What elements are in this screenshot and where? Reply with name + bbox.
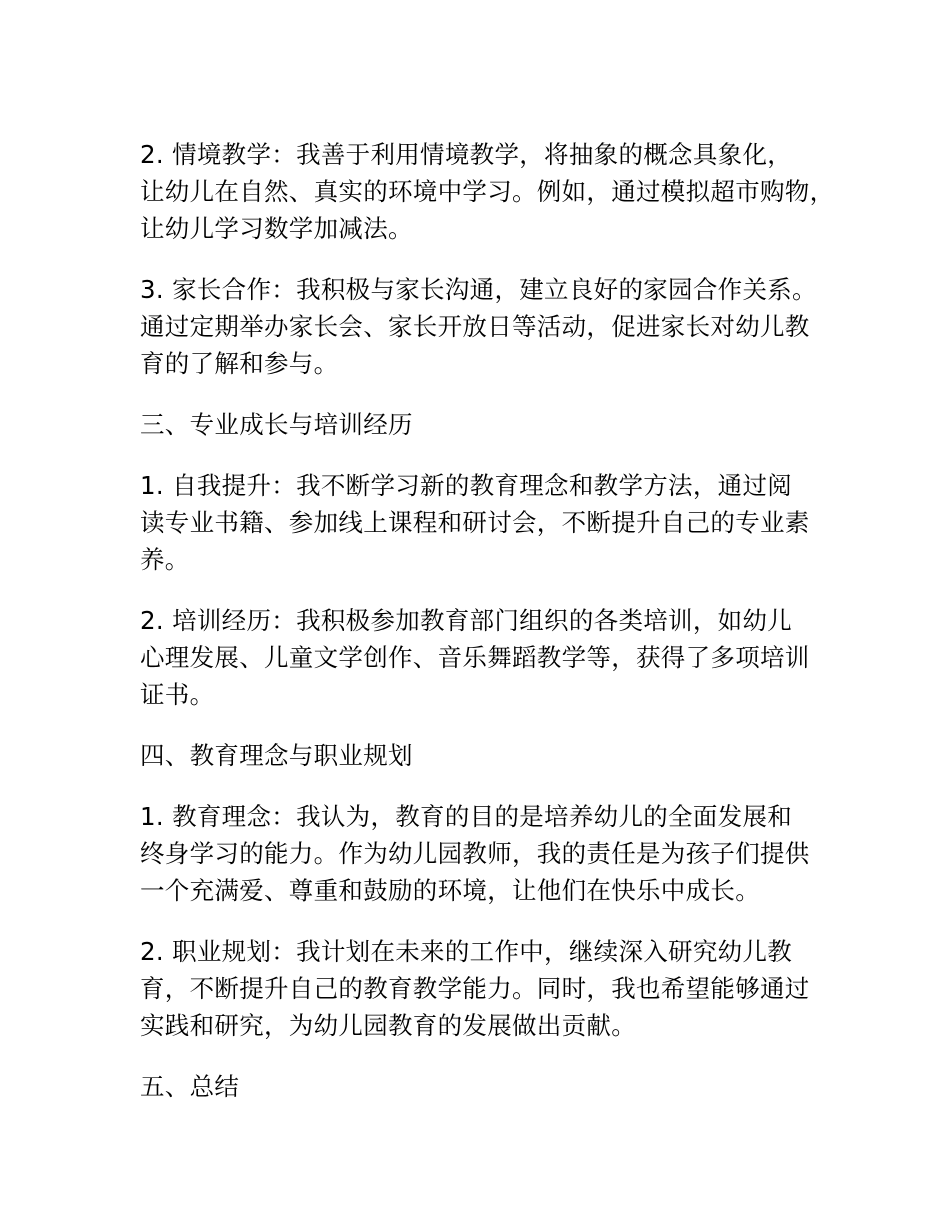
section-heading-summary: [140, 1068, 820, 1105]
document-page: [140, 136, 835, 1105]
text-line: 育，不断提升自己的教育教学能力。同时，我也希望能够通过: [140, 974, 810, 1003]
item-situational-teaching: [140, 136, 835, 247]
text-line: 通过定期举办家长会、家长开放日等活动，促进家长对幼儿教: [140, 312, 810, 341]
section-heading-philosophy-planning: [140, 737, 820, 774]
item-parent-cooperation: [140, 271, 820, 382]
text-line: 1. 自我提升：我不断学习新的教育理念和教学方法，通过阅: [140, 471, 793, 500]
section-heading-professional-growth: [140, 406, 820, 443]
text-line: 心理发展、儿童文学创作、音乐舞蹈教学等，获得了多项培训: [140, 643, 810, 672]
item-career-planning: [140, 933, 820, 1044]
text-line: 3. 家长合作：我积极与家长沟通，建立良好的家园合作关系。: [140, 275, 817, 304]
text-line: 一个充满爱、尊重和鼓励的环境，让他们在快乐中成长。: [140, 876, 760, 905]
text-line: 2. 培训经历：我积极参加教育部门组织的各类培训，如幼儿: [140, 606, 793, 635]
item-self-improvement: [140, 467, 820, 578]
text-line: 2. 情境教学：我善于利用情境教学，将抽象的概念具象化，: [140, 140, 793, 169]
item-education-philosophy: [140, 798, 820, 909]
text-line: 育的了解和参与。: [140, 349, 339, 378]
text-line: 实践和研究，为幼儿园教育的发展做出贡献。: [140, 1011, 636, 1040]
text-line: 终身学习的能力。作为幼儿园教师，我的责任是为孩子们提供: [140, 839, 810, 868]
heading-text: 三、专业成长与培训经历: [140, 410, 413, 439]
heading-text: 五、总结: [140, 1072, 240, 1101]
text-line: 让幼儿在自然、真实的环境中学习。例如，通过模拟超市购物，: [140, 177, 835, 206]
text-line: 读专业书籍、参加线上课程和研讨会，不断提升自己的专业素: [140, 508, 810, 537]
item-training-experience: [140, 602, 820, 713]
heading-text: 四、教育理念与职业规划: [140, 741, 413, 770]
text-line: 1. 教育理念：我认为，教育的目的是培养幼儿的全面发展和: [140, 802, 793, 831]
text-line: 让幼儿学习数学加减法。: [140, 214, 413, 243]
text-line: 养。: [140, 545, 190, 574]
text-line: 证书。: [140, 680, 215, 709]
text-line: 2. 职业规划：我计划在未来的工作中，继续深入研究幼儿教: [140, 937, 793, 966]
